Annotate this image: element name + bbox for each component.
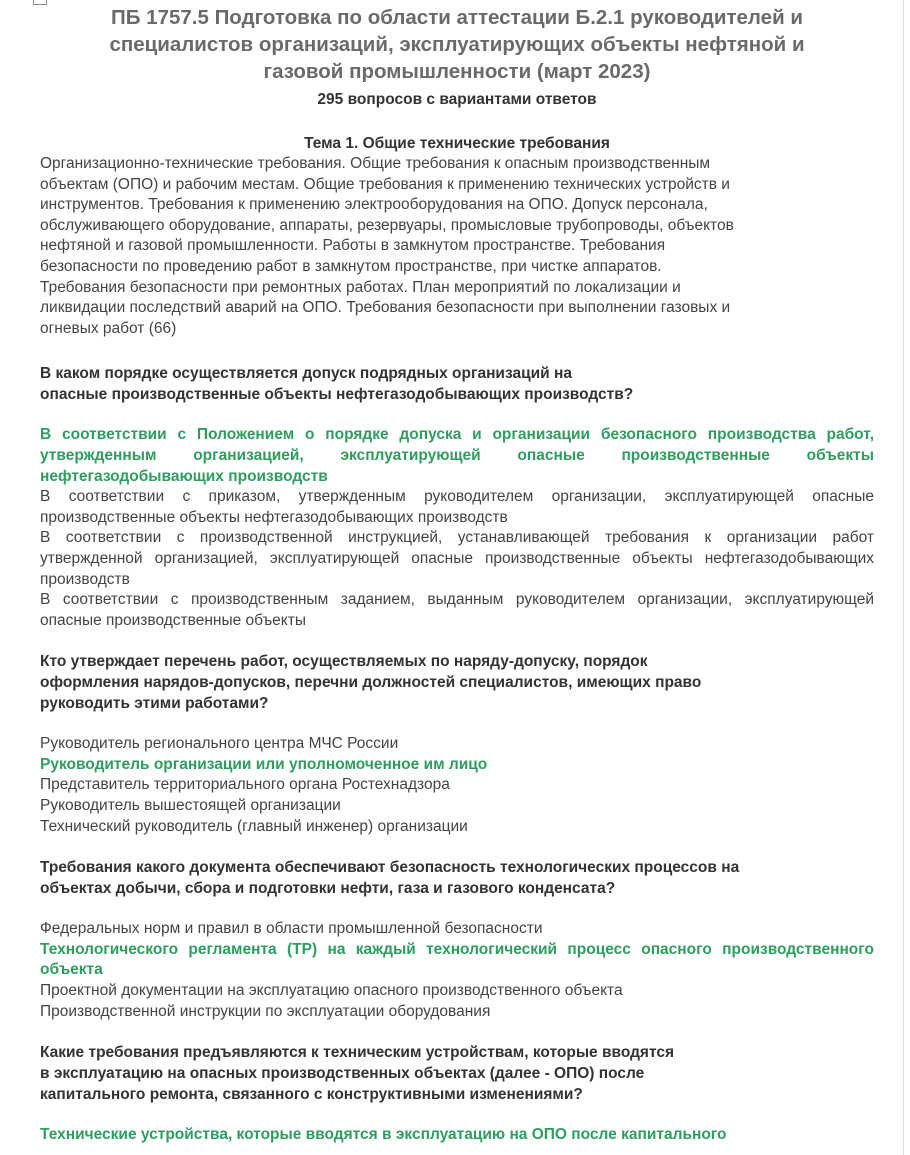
description-line: ликвидации последствий аварий на ОПО. Требования безопасности при выполнении газовых и (40, 299, 731, 317)
description-line: инструментов. Требования к применению электрооборудования на ОПО. Допуск персонала, (40, 196, 708, 214)
question-line: руководить этими работами? (40, 695, 269, 713)
title-line: газовой промышленности (март 2023) (263, 60, 651, 83)
description-line: огневых работ (66) (40, 319, 177, 337)
answer-list (40, 919, 874, 1022)
answer-option[interactable]: Руководитель вышестоящей организации (40, 797, 341, 815)
topic-title: Тема 1. Общие технические требования (304, 135, 610, 152)
description-line: объектам (ОПО) и рабочим местам. Общие требования к применению технических устройств и (40, 175, 730, 193)
answer-list (40, 425, 874, 631)
answer-list (40, 1125, 874, 1146)
question-line: объектах добычи, сбора и подготовки нефти, газа и газового конденсата? (40, 880, 616, 898)
answer-option[interactable]: В соответствии с производственным заданием, выданным руководителем организации, эксплуатирующей опасные производственные объекты (40, 591, 874, 629)
title-line: специалистов организаций, эксплуатирующих объекты нефтяной и (109, 33, 805, 56)
document-title (40, 4, 874, 85)
correct-answer-option[interactable]: В соответствии с Положением о порядке допуска и организации безопасного производства работ, утвержденным организацией, эксплуатирующей опасные производственные объекты нефтегазодобывающих производств (40, 426, 874, 485)
description-line: нефтяной и газовой промышленности. Работы в замкнутом пространстве. Требования (40, 237, 666, 255)
question-block (40, 1042, 874, 1146)
question-text (40, 857, 874, 899)
answer-option[interactable]: Представитель территориального органа Ростехнадзора (40, 776, 450, 794)
description-line: безопасности по проведению работ в замкнутом пространстве, при чистке аппаратов. (40, 257, 662, 275)
question-block (40, 857, 874, 1022)
correct-answer-option[interactable]: Технологического регламента (ТР) на каждый технологический процесс опасного производственного объекта (40, 940, 874, 979)
question-line: Требования какого документа обеспечивают безопасность технологических процессов на (40, 859, 740, 877)
question-line: опасные производственные объекты нефтегазодобывающих производств? (40, 386, 634, 404)
answer-option[interactable]: Руководитель регионального центра МЧС России (40, 735, 399, 753)
question-block (40, 651, 874, 837)
question-line: в эксплуатацию на опасных производственных объектах (далее - ОПО) после (40, 1065, 645, 1083)
description-line: Организационно-технические требования. Общие требования к опасным производственным (40, 155, 711, 172)
question-text (40, 651, 874, 714)
document-subtitle: 295 вопросов с вариантами ответов (317, 91, 597, 108)
topic-description (40, 154, 874, 339)
answer-option[interactable]: Технический руководитель (главный инженер) организации (40, 817, 468, 835)
description-line: обслуживающего оборудование, аппараты, резервуары, промысловые трубопроводы, объектов (40, 216, 734, 234)
answer-option[interactable]: Производственной инструкции по эксплуатации оборудования (40, 1002, 491, 1020)
correct-answer-option[interactable]: Руководитель организации или уполномоченное им лицо (40, 755, 488, 773)
question-line: В каком порядке осуществляется допуск подрядных организаций на (40, 365, 572, 383)
answer-option[interactable]: Федеральных норм и правил в области промышленной безопасности (40, 920, 543, 938)
question-line: капитального ремонта, связанного с конструктивными изменениями? (40, 1086, 583, 1104)
correct-answer-option[interactable]: Технические устройства, которые вводятся в эксплуатацию на ОПО после капитального (40, 1126, 727, 1144)
question-line: оформления нарядов-допусков, перечни должностей специалистов, имеющих право (40, 674, 702, 692)
question-line: Кто утверждает перечень работ, осуществляемых по наряду-допуску, порядок (40, 653, 648, 671)
document-page (40, 4, 874, 1146)
answer-option[interactable]: Проектной документации на эксплуатацию опасного производственного объекта (40, 982, 623, 1000)
title-line: ПБ 1757.5 Подготовка по области аттестации Б.2.1 руководителей и (111, 6, 803, 29)
answer-option[interactable]: В соответствии с приказом, утвержденным руководителем организации, эксплуатирующей опасные производственные объекты нефтегазодобывающих производств (40, 488, 874, 526)
description-line: Требования безопасности при ремонтных работах. План мероприятий по локализации и (40, 278, 681, 296)
question-text (40, 1042, 874, 1105)
question-line: Какие требования предъявляются к техническим устройствам, которые вводятся (40, 1044, 675, 1062)
page-border (903, 0, 904, 1155)
question-block (40, 363, 874, 631)
question-text (40, 363, 874, 405)
answer-option[interactable]: В соответствии с производственной инструкцией, устанавливающей требования к организации работ утвержденной организацией, эксплуатирующей опасные производственные объекты нефтегазодобывающих производств (40, 529, 874, 588)
answer-list (40, 734, 874, 837)
